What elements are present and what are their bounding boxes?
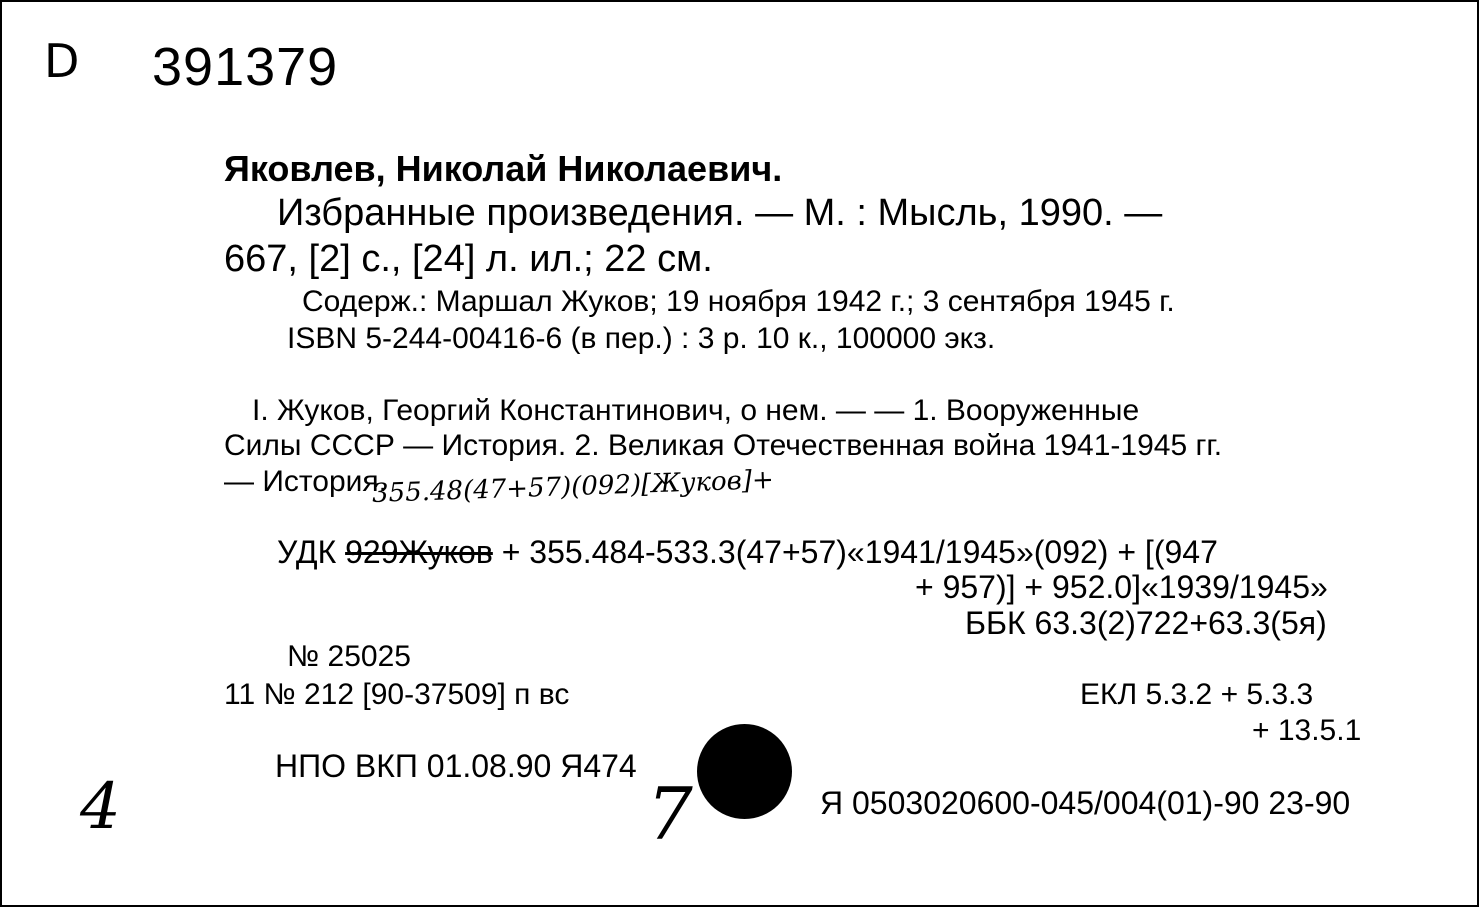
udk-line [277,534,1218,571]
author-heading: Яковлев, Николай Николаевич. [224,148,783,189]
inventory-line: 11 № 212 [90-37509] п вс [224,678,570,711]
ekl-line-1: ЕКЛ 5.3.2 + 5.3.3 [1080,678,1314,711]
contents-note: Содерж.: Маршал Жуков; 19 ноября 1942 г.; 3 сентября 1945 г. [302,285,1175,318]
subject-line-2: Силы СССР — История. 2. Великая Отечественная война 1941-1945 гг. [224,429,1223,462]
publisher-code-line: Я 0503020600-045/004(01)-90 23-90 [820,785,1351,821]
udk-struck-code: 929Жуков [345,534,493,570]
udk-line-2: + 957)] + 952.0]«1939/1945» [915,569,1328,605]
npo-line: НПО ВКП 01.08.90 Я474 [275,748,637,784]
record-number: № 25025 [287,640,411,673]
udk-code: + 355.484-533.3(47+57)«1941/1945»(092) + [(947 [501,534,1218,570]
udk-prefix: УДК [277,534,337,570]
ekl-line-2: + 13.5.1 [1252,714,1362,747]
catalog-number: 391379 [152,37,339,97]
document-mark-icon: D [44,34,78,88]
handwritten-mark-left: 4 [80,770,121,844]
title-line-1: Избранные произведения. — М. : Мысль, 1990. — [277,192,1163,234]
punch-hole [697,724,792,819]
handwritten-mark-middle: 7 [647,772,693,856]
bbk-line: ББК 63.3(2)722+63.3(5я) [965,605,1327,641]
isbn-line: ISBN 5-244-00416-6 (в пер.) : 3 р. 10 к., 100000 экз. [287,322,996,355]
subject-line-1: I. Жуков, Георгий Константинович, о нем. — — 1. Вооруженные [252,394,1140,427]
handwritten-udk: 355.48(47+57)(092)[Жуков]+ [371,464,775,510]
subject-line-3: — История. [224,465,388,498]
title-line-2: 667, [2] с., [24] л. ил.; 22 см. [224,238,713,280]
